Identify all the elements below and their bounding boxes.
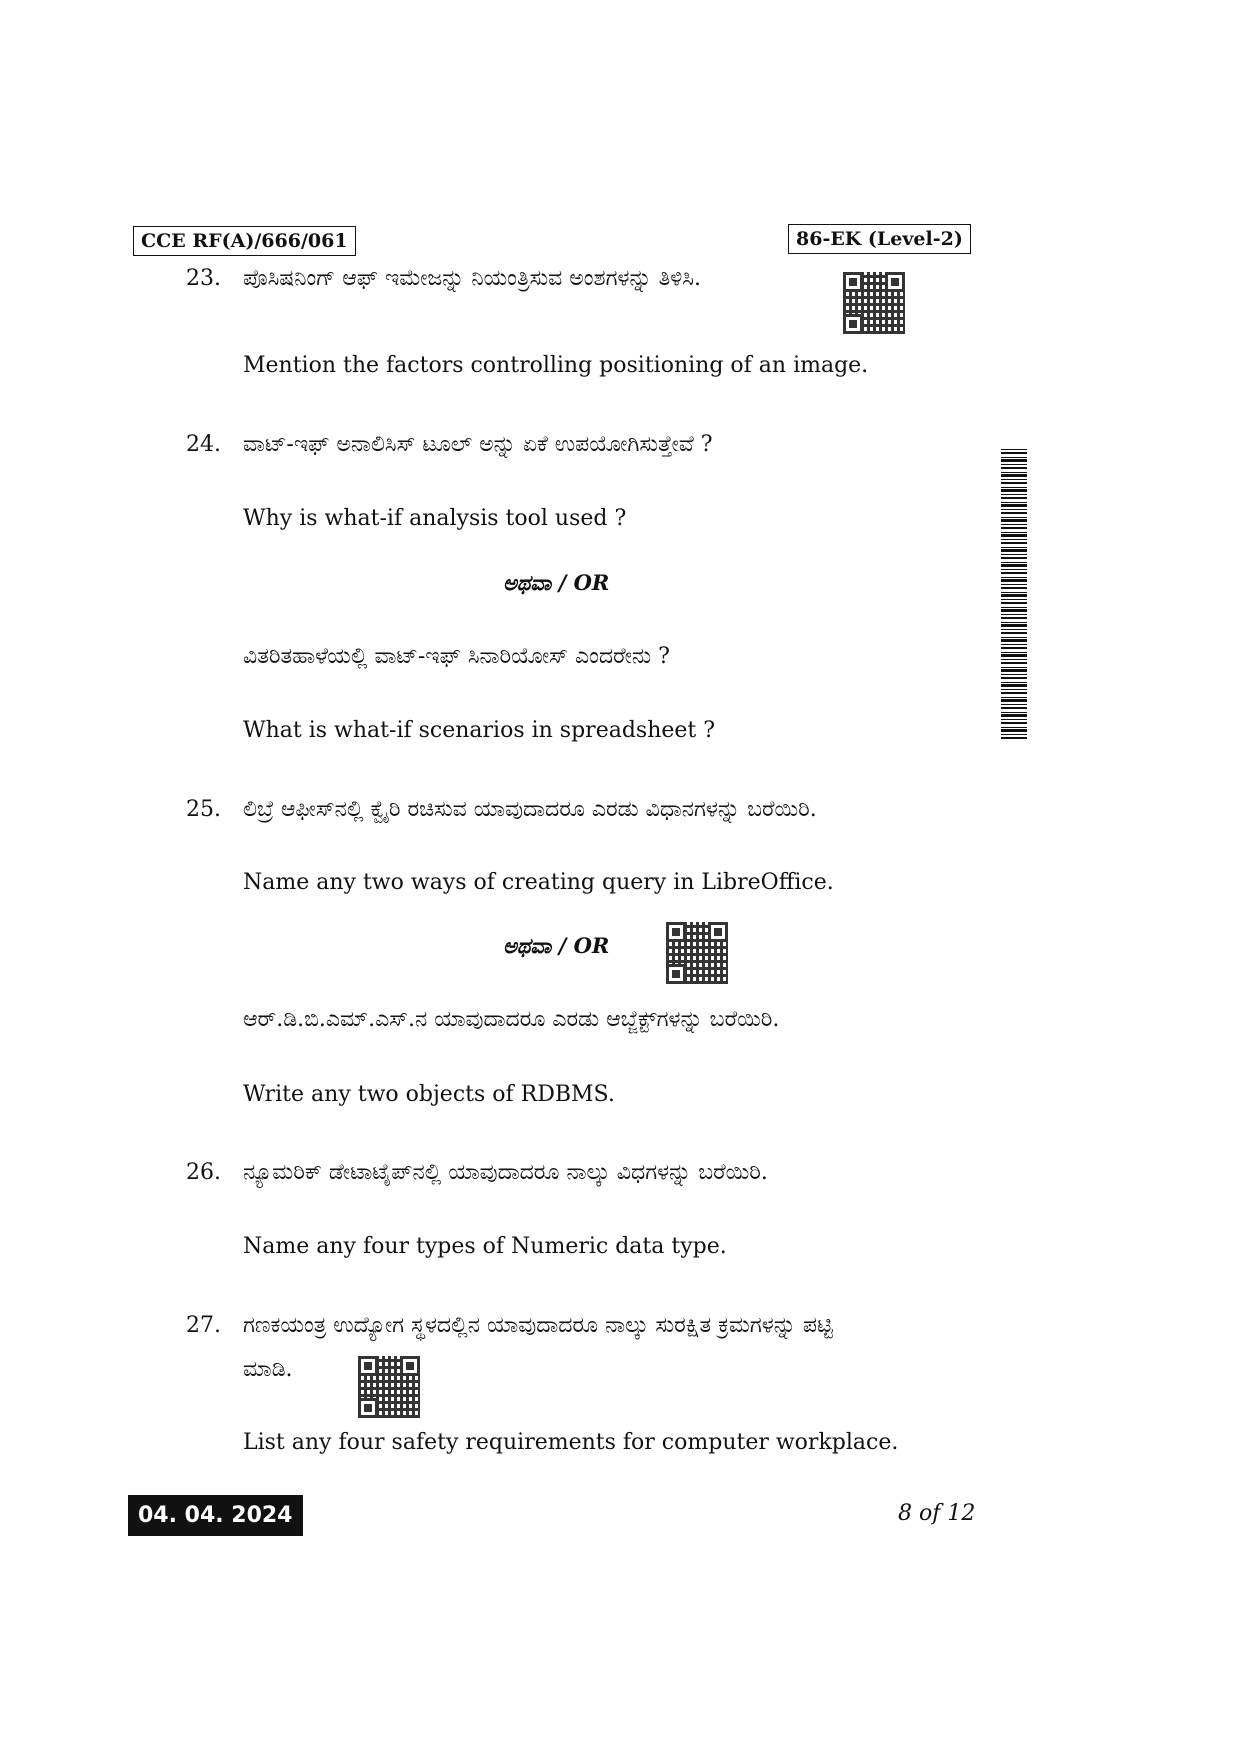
question-alt-kannada: ಆರ್.ಡಿ.ಬಿ.ಎಮ್.ಎಸ್.ನ ಯಾವುದಾದರೂ ಎರಡು ಆಬ್ಜೆಕ್ಟ್‌ಗಳನ್ನು ಬರೆಯಿರಿ. (243, 1007, 780, 1032)
question-number: 24. (186, 432, 221, 457)
question-english: Name any two ways of creating query in LibreOffice. (243, 870, 834, 895)
question-alt-english: Write any two objects of RDBMS. (243, 1082, 615, 1107)
question-english: Mention the factors controlling positioning of an image. (243, 353, 869, 378)
question-alt-english: What is what-if scenarios in spreadsheet ? (243, 718, 716, 743)
question-kannada: ನ್ಯೂಮರಿಕ್ ಡೇಟಾಟೈಪ್‌ನಲ್ಲಿ ಯಾವುದಾದರೂ ನಾಲ್ಕು ವಿಧಗಳನ್ನು ಬರೆಯಿರಿ. (243, 1160, 768, 1185)
question-english: Name any four types of Numeric data type. (243, 1234, 727, 1259)
question-kannada: ಗಣಕಯಂತ್ರ ಉದ್ಯೋಗ ಸ್ಥಳದಲ್ಲಿನ ಯಾವುದಾದರೂ ನಾಲ್ಕು ಸುರಕ್ಷಿತ ಕ್ರಮಗಳನ್ನು ಪಟ್ಟಿ (243, 1313, 833, 1338)
qr-code-icon (843, 272, 905, 334)
question-english: Why is what-if analysis tool used ? (243, 506, 627, 531)
question-kannada: ಪೊಸಿಷನಿಂಗ್ ಆಫ್ ಇಮೇಜನ್ನು ನಿಯಂತ್ರಿಸುವ ಅಂಶಗಳನ್ನು ತಿಳಿಸಿ. (243, 266, 701, 291)
paper-code-right: 86-EK (Level-2) (788, 224, 971, 254)
question-number: 26. (186, 1160, 221, 1185)
page-number: 8 of 12 (898, 1501, 976, 1526)
question-number: 27. (186, 1313, 221, 1338)
question-number: 23. (186, 266, 221, 291)
qr-code-icon (666, 922, 728, 984)
question-english: List any four safety requirements for computer workplace. (243, 1430, 899, 1455)
exam-date: 04. 04. 2024 (128, 1495, 303, 1536)
question-kannada: ವಾಟ್-ಇಫ್ ಅನಾಲಿಸಿಸ್ ಟೂಲ್ ಅನ್ನು ಏಕೆ ಉಪಯೋಗಿಸುತ್ತೇವೆ ? (243, 432, 713, 457)
paper-code-left: CCE RF(A)/666/061 (133, 226, 356, 256)
question-alt-kannada: ವಿತರಿತಹಾಳೆಯಲ್ಲಿ ವಾಟ್-ಇಫ್ ಸಿನಾರಿಯೋಸ್ ಎಂದರೇನು ? (243, 644, 670, 669)
question-number: 25. (186, 797, 221, 822)
question-kannada-line2: ಮಾಡಿ. (243, 1357, 293, 1382)
or-separator: ಅಥವಾ / OR (503, 933, 610, 958)
question-kannada: ಲಿಬ್ರೆ ಆಫೀಸ್‌ನಲ್ಲಿ ಕ್ವೈರಿ ರಚಿಸುವ ಯಾವುದಾದರೂ ಎರಡು ವಿಧಾನಗಳನ್ನು ಬರೆಯಿರಿ. (243, 797, 817, 822)
qr-code-icon (358, 1356, 420, 1418)
barcode-icon (1001, 447, 1027, 739)
or-separator: ಅಥವಾ / OR (503, 570, 610, 595)
